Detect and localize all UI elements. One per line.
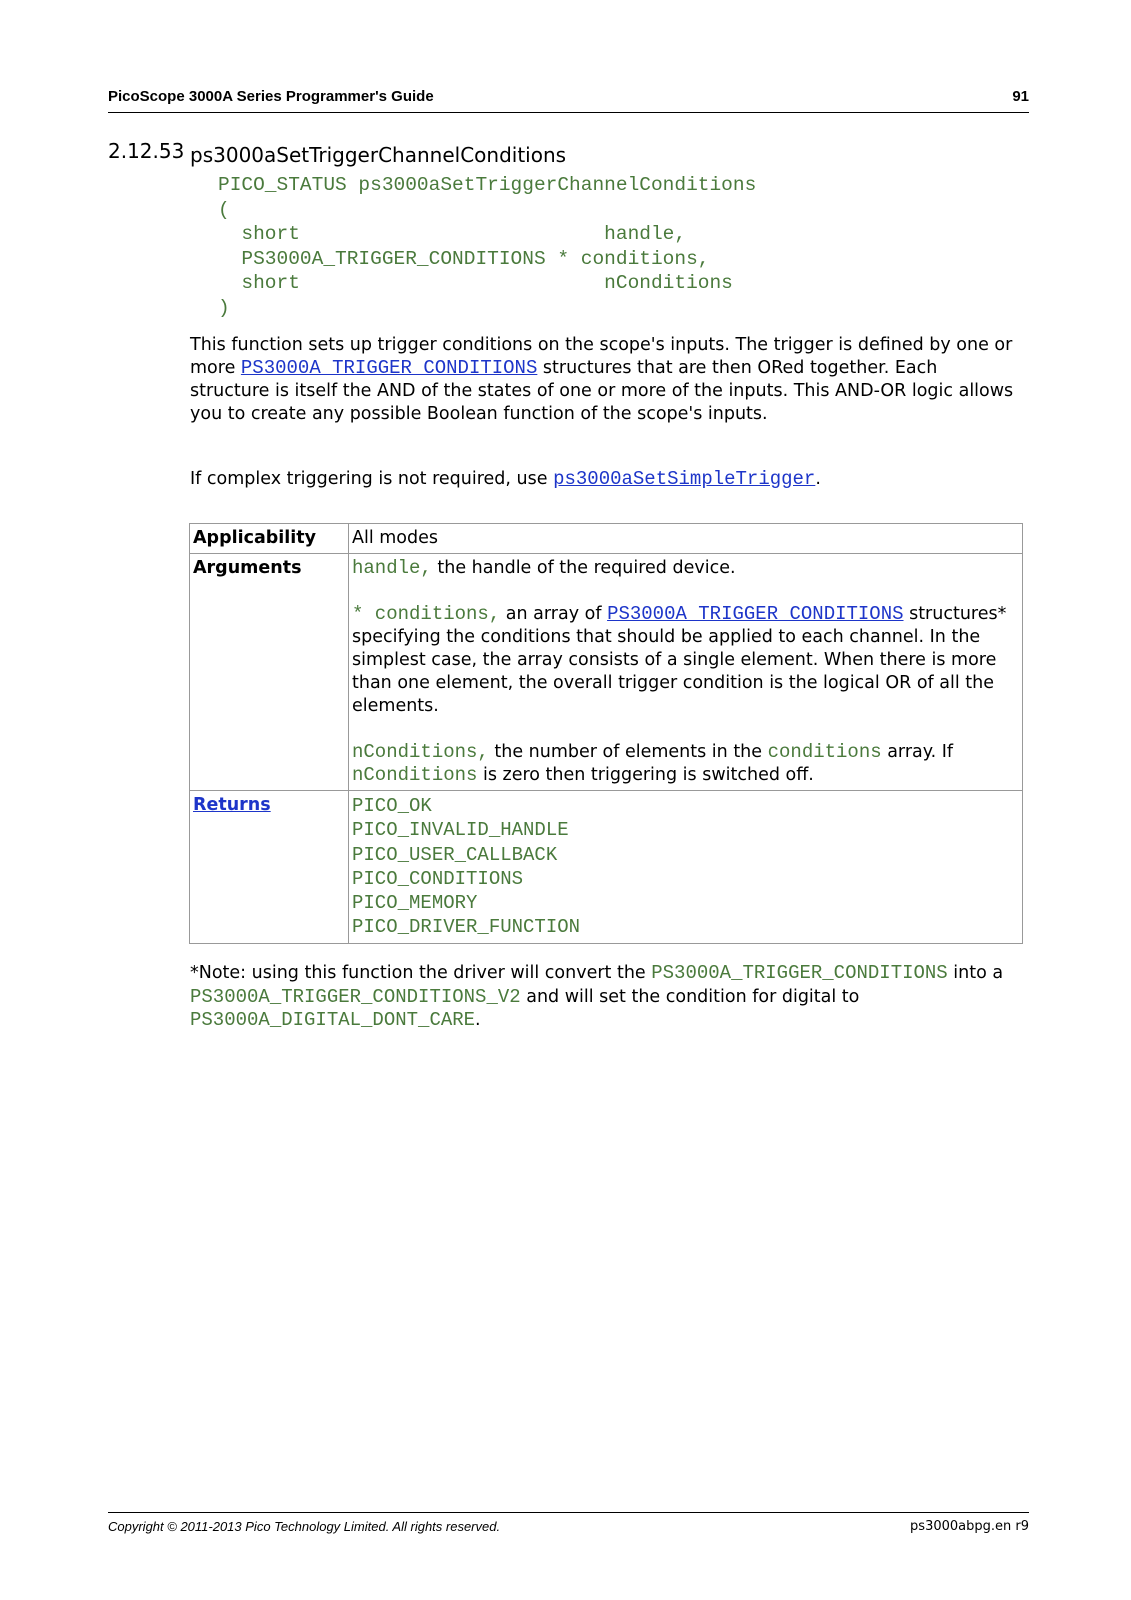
code-line: short handle, [218,223,687,245]
applicability-value: All modes [349,524,1023,554]
returns-label-cell [190,791,349,944]
page-number: 91 [1012,88,1029,105]
section-title: ps3000aSetTriggerChannelConditions [190,143,567,167]
note-code: PS3000A_TRIGGER_CONDITIONS_V2 [190,985,521,1008]
copyright-notice: Copyright © 2011-2013 Pico Technology Limited. All rights reserved. [108,1519,501,1534]
table-row [190,524,1023,554]
note-paragraph [190,962,1020,1033]
argument-name: nConditions, [352,741,489,763]
page-header [108,88,1029,113]
argument-description: the handle of the required device. [431,558,736,578]
returns-link[interactable]: Returns [193,795,271,815]
function-signature [218,173,756,320]
section-number: 2.12.53 [108,139,185,163]
code-line: ( [218,198,230,221]
description-text: This function sets up trigger conditions on the scope's inputs. The trigger is defined by one or more [190,335,1013,378]
note-text: into a [947,963,1004,983]
argument-nconditions [352,741,1019,787]
function-reference-table [189,523,1023,944]
argument-reference: nConditions [352,764,478,786]
description-paragraph [190,334,1020,426]
description-text: structures that are then ORed together. Each structure is itself the AND of the states of one or more of the inputs. This AND-OR logic allows you to create any possible Boolean function of the scope's inputs. [190,358,1014,424]
trigger-conditions-link[interactable]: PS3000A_TRIGGER_CONDITIONS [607,603,904,625]
page-footer [108,1512,1029,1534]
document-id: ps3000abpg.en r9 [910,1519,1029,1534]
set-simple-trigger-link[interactable]: ps3000aSetSimpleTrigger [553,468,816,490]
code-line: PICO_STATUS ps3000aSetTriggerChannelConditions [218,174,757,196]
return-code: PICO_DRIVER_FUNCTION [352,916,581,939]
arguments-cell [349,554,1023,791]
table-row [190,791,1023,944]
note-text: and will set the condition for digital to [520,986,860,1007]
argument-description: array. If [881,742,954,762]
trigger-conditions-link[interactable]: PS3000A_TRIGGER_CONDITIONS [240,357,538,379]
argument-description: the number of elements in the [488,742,768,762]
returns-list [349,791,1023,944]
argument-description: structures* specifying the conditions that should be applied to each channel. In the simplest case, the array consists of a single element. When there is more than one element, the overall trigger condition is the logical OR of all the elements. [352,604,1007,716]
argument-conditions [352,603,1019,718]
argument-name: * conditions, [352,603,501,625]
argument-reference: conditions [767,741,882,763]
return-code: PICO_USER_CALLBACK [352,843,558,866]
return-code: PICO_MEMORY [352,892,478,915]
simple-trigger-text: . [815,469,821,489]
simple-trigger-text: If complex triggering is not required, use [190,469,554,489]
argument-description: an array of [500,604,608,624]
return-code: PICO_INVALID_HANDLE [352,819,569,842]
arguments-label: Arguments [190,554,349,791]
note-code: PS3000A_TRIGGER_CONDITIONS [651,962,948,984]
note-code: PS3000A_DIGITAL_DONT_CARE [190,1009,476,1031]
argument-handle [352,557,1019,580]
document-title: PicoScope 3000A Series Programmer's Guide [108,88,434,105]
return-code: PICO_OK [352,795,432,817]
note-text: *Note: using this function the driver will convert the [190,963,652,983]
table-row [190,554,1023,791]
argument-name: handle, [352,557,432,579]
applicability-label: Applicability [190,524,349,554]
code-line: PS3000A_TRIGGER_CONDITIONS * conditions, [218,247,710,270]
argument-description: is zero then triggering is switched off. [477,765,814,785]
code-line: ) [218,296,230,319]
return-code: PICO_CONDITIONS [352,867,524,890]
note-text: . [475,1010,481,1030]
code-line: short nConditions [218,272,733,294]
simple-trigger-paragraph [190,468,1020,491]
